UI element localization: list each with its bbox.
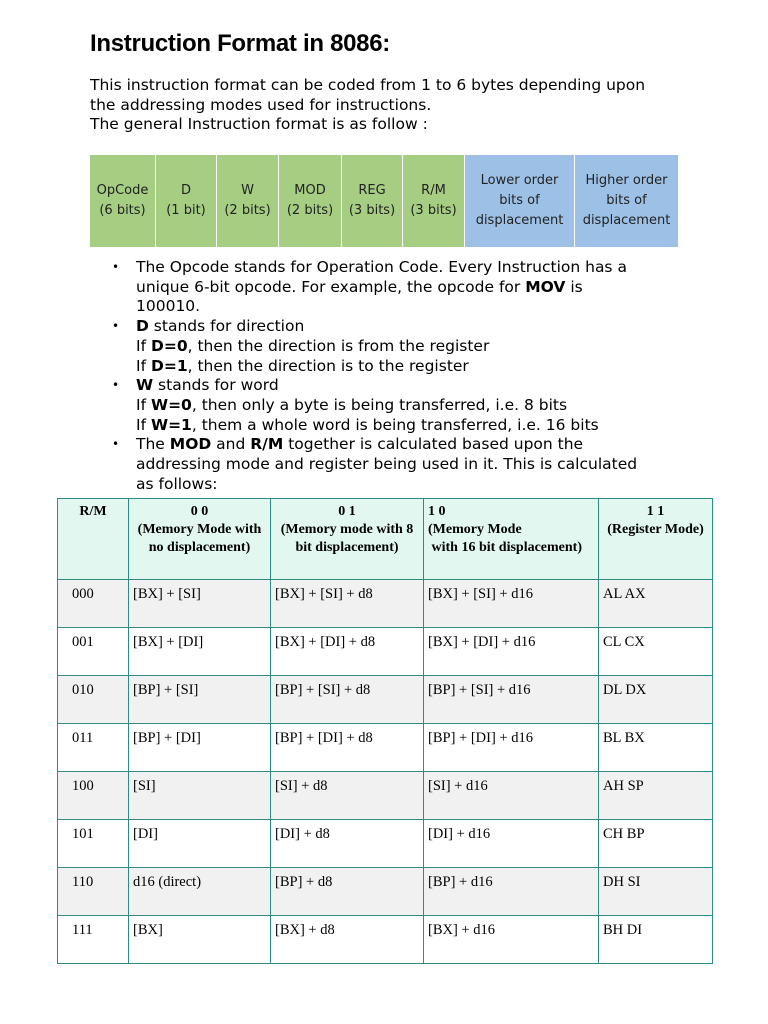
table-row xyxy=(58,772,713,820)
format-field-rm: R/M (3 bits) xyxy=(403,155,465,247)
table-cell: [BP] + d8 xyxy=(271,868,424,916)
table-cell: [DI] + d8 xyxy=(271,820,424,868)
table-row xyxy=(58,916,713,964)
table-cell: [BX] + [DI] + d8 xyxy=(271,628,424,676)
table-cell: CH BP xyxy=(599,820,713,868)
table-cell: [BP] + [DI] xyxy=(129,724,271,772)
table-cell: DL DX xyxy=(599,676,713,724)
instruction-format-diagram xyxy=(90,155,678,247)
table-cell: CL CX xyxy=(599,628,713,676)
table-cell: [BX] + d16 xyxy=(424,916,599,964)
header-mod-00: 0 0 (Memory Mode with no displacement) xyxy=(129,499,271,580)
table-cell: [BX] + [SI] + d16 xyxy=(424,580,599,628)
rm-code-cell: 100 xyxy=(58,772,129,820)
table-cell: [DI] + d16 xyxy=(424,820,599,868)
rm-code-cell: 011 xyxy=(58,724,129,772)
format-field-higher-displacement: Higher order bits of displacement xyxy=(575,155,678,247)
intro-paragraph xyxy=(90,76,730,135)
table-cell: [BX] xyxy=(129,916,271,964)
table-cell: AL AX xyxy=(599,580,713,628)
bullet-dot: • xyxy=(112,260,120,274)
table-row xyxy=(58,676,713,724)
table-row xyxy=(58,820,713,868)
table-cell: [BX] + [SI] xyxy=(129,580,271,628)
table-header-row xyxy=(58,499,713,580)
format-field-lower-displacement: Lower order bits of displacement xyxy=(465,155,575,247)
table-cell: [BP] + [SI] xyxy=(129,676,271,724)
addressing-mode-table xyxy=(57,498,713,964)
table-row xyxy=(58,580,713,628)
header-rm: R/M xyxy=(58,499,129,580)
intro-line: The general Instruction format is as follow : xyxy=(90,115,428,134)
rm-code-cell: 001 xyxy=(58,628,129,676)
table-cell: [SI] xyxy=(129,772,271,820)
format-field-mod: MOD (2 bits) xyxy=(279,155,342,247)
page-title: Instruction Format in 8086: xyxy=(90,30,390,57)
table-cell: [BP] + [DI] + d16 xyxy=(424,724,599,772)
table-cell: [BP] + [SI] + d8 xyxy=(271,676,424,724)
bullet-item-word: • W stands for word If W=0, then only a byte is being transferred, i.e. 8 bits If W=1, them a whole word is being transferred, i.e. 16 bits xyxy=(112,376,599,434)
intro-line: This instruction format can be coded from 1 to 6 bytes depending upon xyxy=(90,76,646,94)
header-mod-01: 0 1 (Memory mode with 8 bit displacement) xyxy=(271,499,424,580)
bullet-item-opcode: • The Opcode stands for Operation Code. Every Instruction has a unique 6-bit opcode. For example, the opcode for MOV is 100010. xyxy=(112,258,627,316)
table-cell: [SI] + d8 xyxy=(271,772,424,820)
table-cell: [BX] + [DI] + d16 xyxy=(424,628,599,676)
format-field-reg: REG (3 bits) xyxy=(342,155,403,247)
header-mod-10: 1 0 (Memory Mode with 16 bit displacement) xyxy=(424,499,599,580)
bullet-dot: • xyxy=(112,437,120,452)
table-cell: AH SP xyxy=(599,772,713,820)
format-field-opcode: OpCode (6 bits) xyxy=(90,155,156,247)
bullet-dot: • xyxy=(112,319,120,334)
bullet-item-mod-rm: • The MOD and R/M together is calculated based upon the addressing mode and register being used in it. This is calculated as follows: xyxy=(112,435,638,493)
rm-code-cell: 110 xyxy=(58,868,129,916)
table-cell: BL BX xyxy=(599,724,713,772)
bullet-dot: • xyxy=(112,378,120,393)
header-mod-11: 1 1 (Register Mode) xyxy=(599,499,713,580)
table-cell: [BX] + d8 xyxy=(271,916,424,964)
table-cell: [BP] + [DI] + d8 xyxy=(271,724,424,772)
rm-code-cell: 101 xyxy=(58,820,129,868)
intro-line: the addressing modes used for instructions. xyxy=(90,95,432,114)
table-cell: [BX] + [DI] xyxy=(129,628,271,676)
format-field-w: W (2 bits) xyxy=(217,155,279,247)
table-cell: DH SI xyxy=(599,868,713,916)
bullet-item-direction: • D stands for direction If D=0, then the direction is from the register If D=1, then the direction is to the register xyxy=(112,317,490,375)
table-row xyxy=(58,868,713,916)
table-cell: [SI] + d16 xyxy=(424,772,599,820)
table-cell: BH DI xyxy=(599,916,713,964)
table-row xyxy=(58,724,713,772)
table-row xyxy=(58,628,713,676)
rm-code-cell: 111 xyxy=(58,916,129,964)
table-cell: [BP] + [SI] + d16 xyxy=(424,676,599,724)
rm-code-cell: 010 xyxy=(58,676,129,724)
table-cell: [DI] xyxy=(129,820,271,868)
table-cell: [BX] + [SI] + d8 xyxy=(271,580,424,628)
table-cell: [BP] + d16 xyxy=(424,868,599,916)
rm-code-cell: 000 xyxy=(58,580,129,628)
bullet-list xyxy=(108,258,668,494)
table-cell: d16 (direct) xyxy=(129,868,271,916)
format-field-d: D (1 bit) xyxy=(156,155,217,247)
